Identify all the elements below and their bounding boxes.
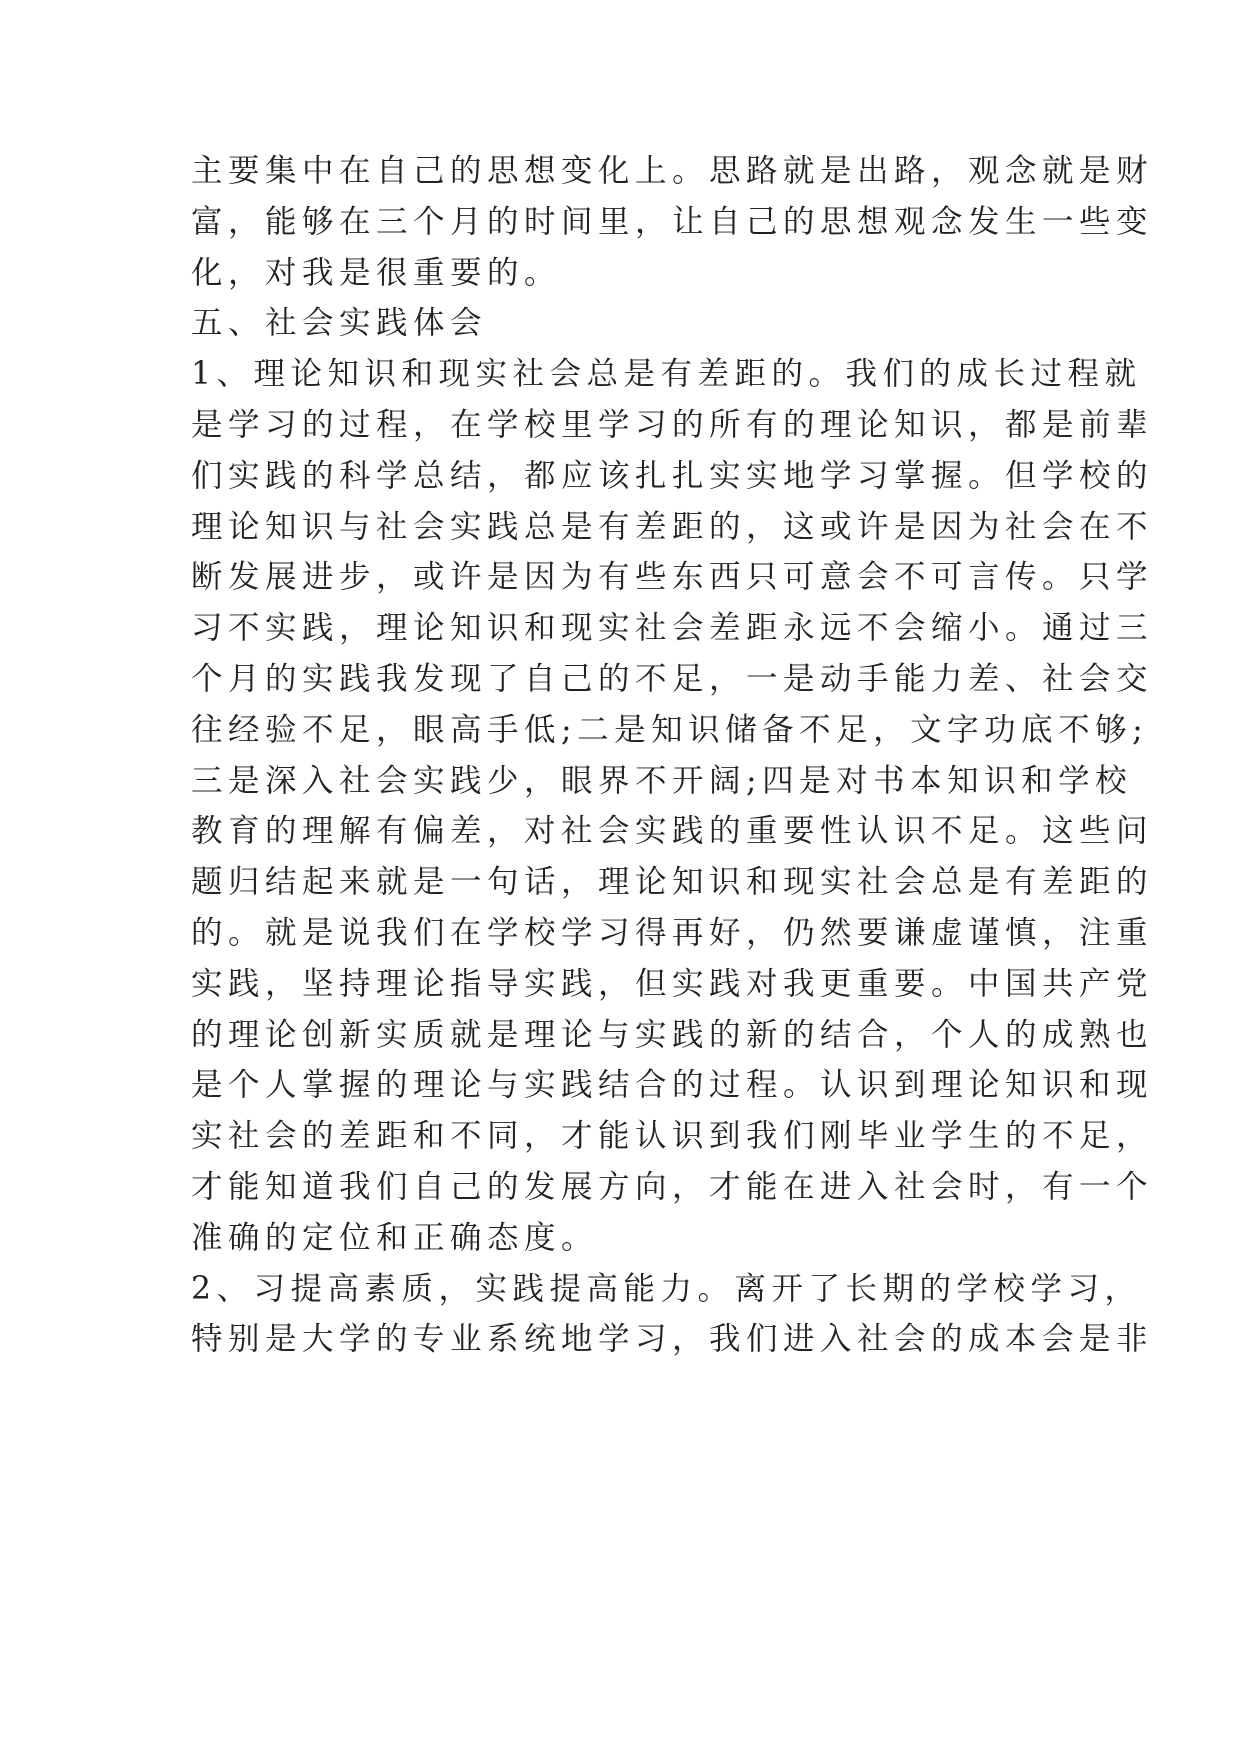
text-line: 教育的理解有偏差，对社会实践的重要性认识不足。这些问 [191, 813, 1154, 850]
text-line: 实践，坚持理论指导实践，但实践对我更重要。中国共产党 [191, 965, 1154, 1002]
text-line: 主要集中在自己的思想变化上。思路就是出路，观念就是财 [191, 153, 1154, 189]
text-line: 化，对我是很重要的。 [191, 254, 562, 291]
text-line: 往经验不足，眼高手低;二是知识储备不足，文字功底不够; [191, 711, 1149, 748]
text-line: 断发展进步，或许是因为有些东西只可意会不可言传。只学 [191, 559, 1154, 596]
text-line: 个月的实践我发现了自己的不足，一是动手能力差、社会交 [191, 660, 1154, 697]
text-line: 富，能够在三个月的时间里，让自己的思想观念发生一些变 [191, 203, 1154, 240]
text-line: 2、习提高素质，实践提高能力。离开了长期的学校学习， [191, 1270, 1142, 1307]
text-line: 是个人掌握的理论与实践结合的过程。认识到理论知识和现 [191, 1067, 1154, 1104]
document-body [191, 146, 1154, 1365]
section-heading: 五、社会实践体会 [191, 305, 488, 342]
text-line: 的理论创新实质就是理论与实践的新的结合，个人的成熟也 [191, 1016, 1154, 1053]
text-line: 才能知道我们自己的发展方向，才能在进入社会时，有一个 [191, 1168, 1154, 1205]
text-line: 是学习的过程，在学校里学习的所有的理论知识，都是前辈 [191, 406, 1154, 443]
text-line: 三是深入社会实践少，眼界不开阔;四是对书本知识和学校 [191, 762, 1133, 799]
text-line: 理论知识与社会实践总是有差距的，这或许是因为社会在不 [191, 508, 1154, 545]
text-line: 准确的定位和正确态度。 [191, 1219, 599, 1256]
text-line: 特别是大学的专业系统地学习，我们进入社会的成本会是非 [191, 1321, 1154, 1358]
text-line: 实社会的差距和不同，才能认识到我们刚毕业学生的不足， [191, 1118, 1154, 1155]
text-line: 习不实践，理论知识和现实社会差距永远不会缩小。通过三 [191, 610, 1154, 647]
text-line: 的。就是说我们在学校学习得再好，仍然要谦虚谨慎，注重 [191, 914, 1154, 951]
text-line: 1、理论知识和现实社会总是有差距的。我们的成长过程就 [191, 356, 1142, 393]
text-line: 们实践的科学总结，都应该扎扎实实地学习掌握。但学校的 [191, 457, 1154, 494]
text-line: 题归结起来就是一句话，理论知识和现实社会总是有差距的 [191, 864, 1154, 901]
